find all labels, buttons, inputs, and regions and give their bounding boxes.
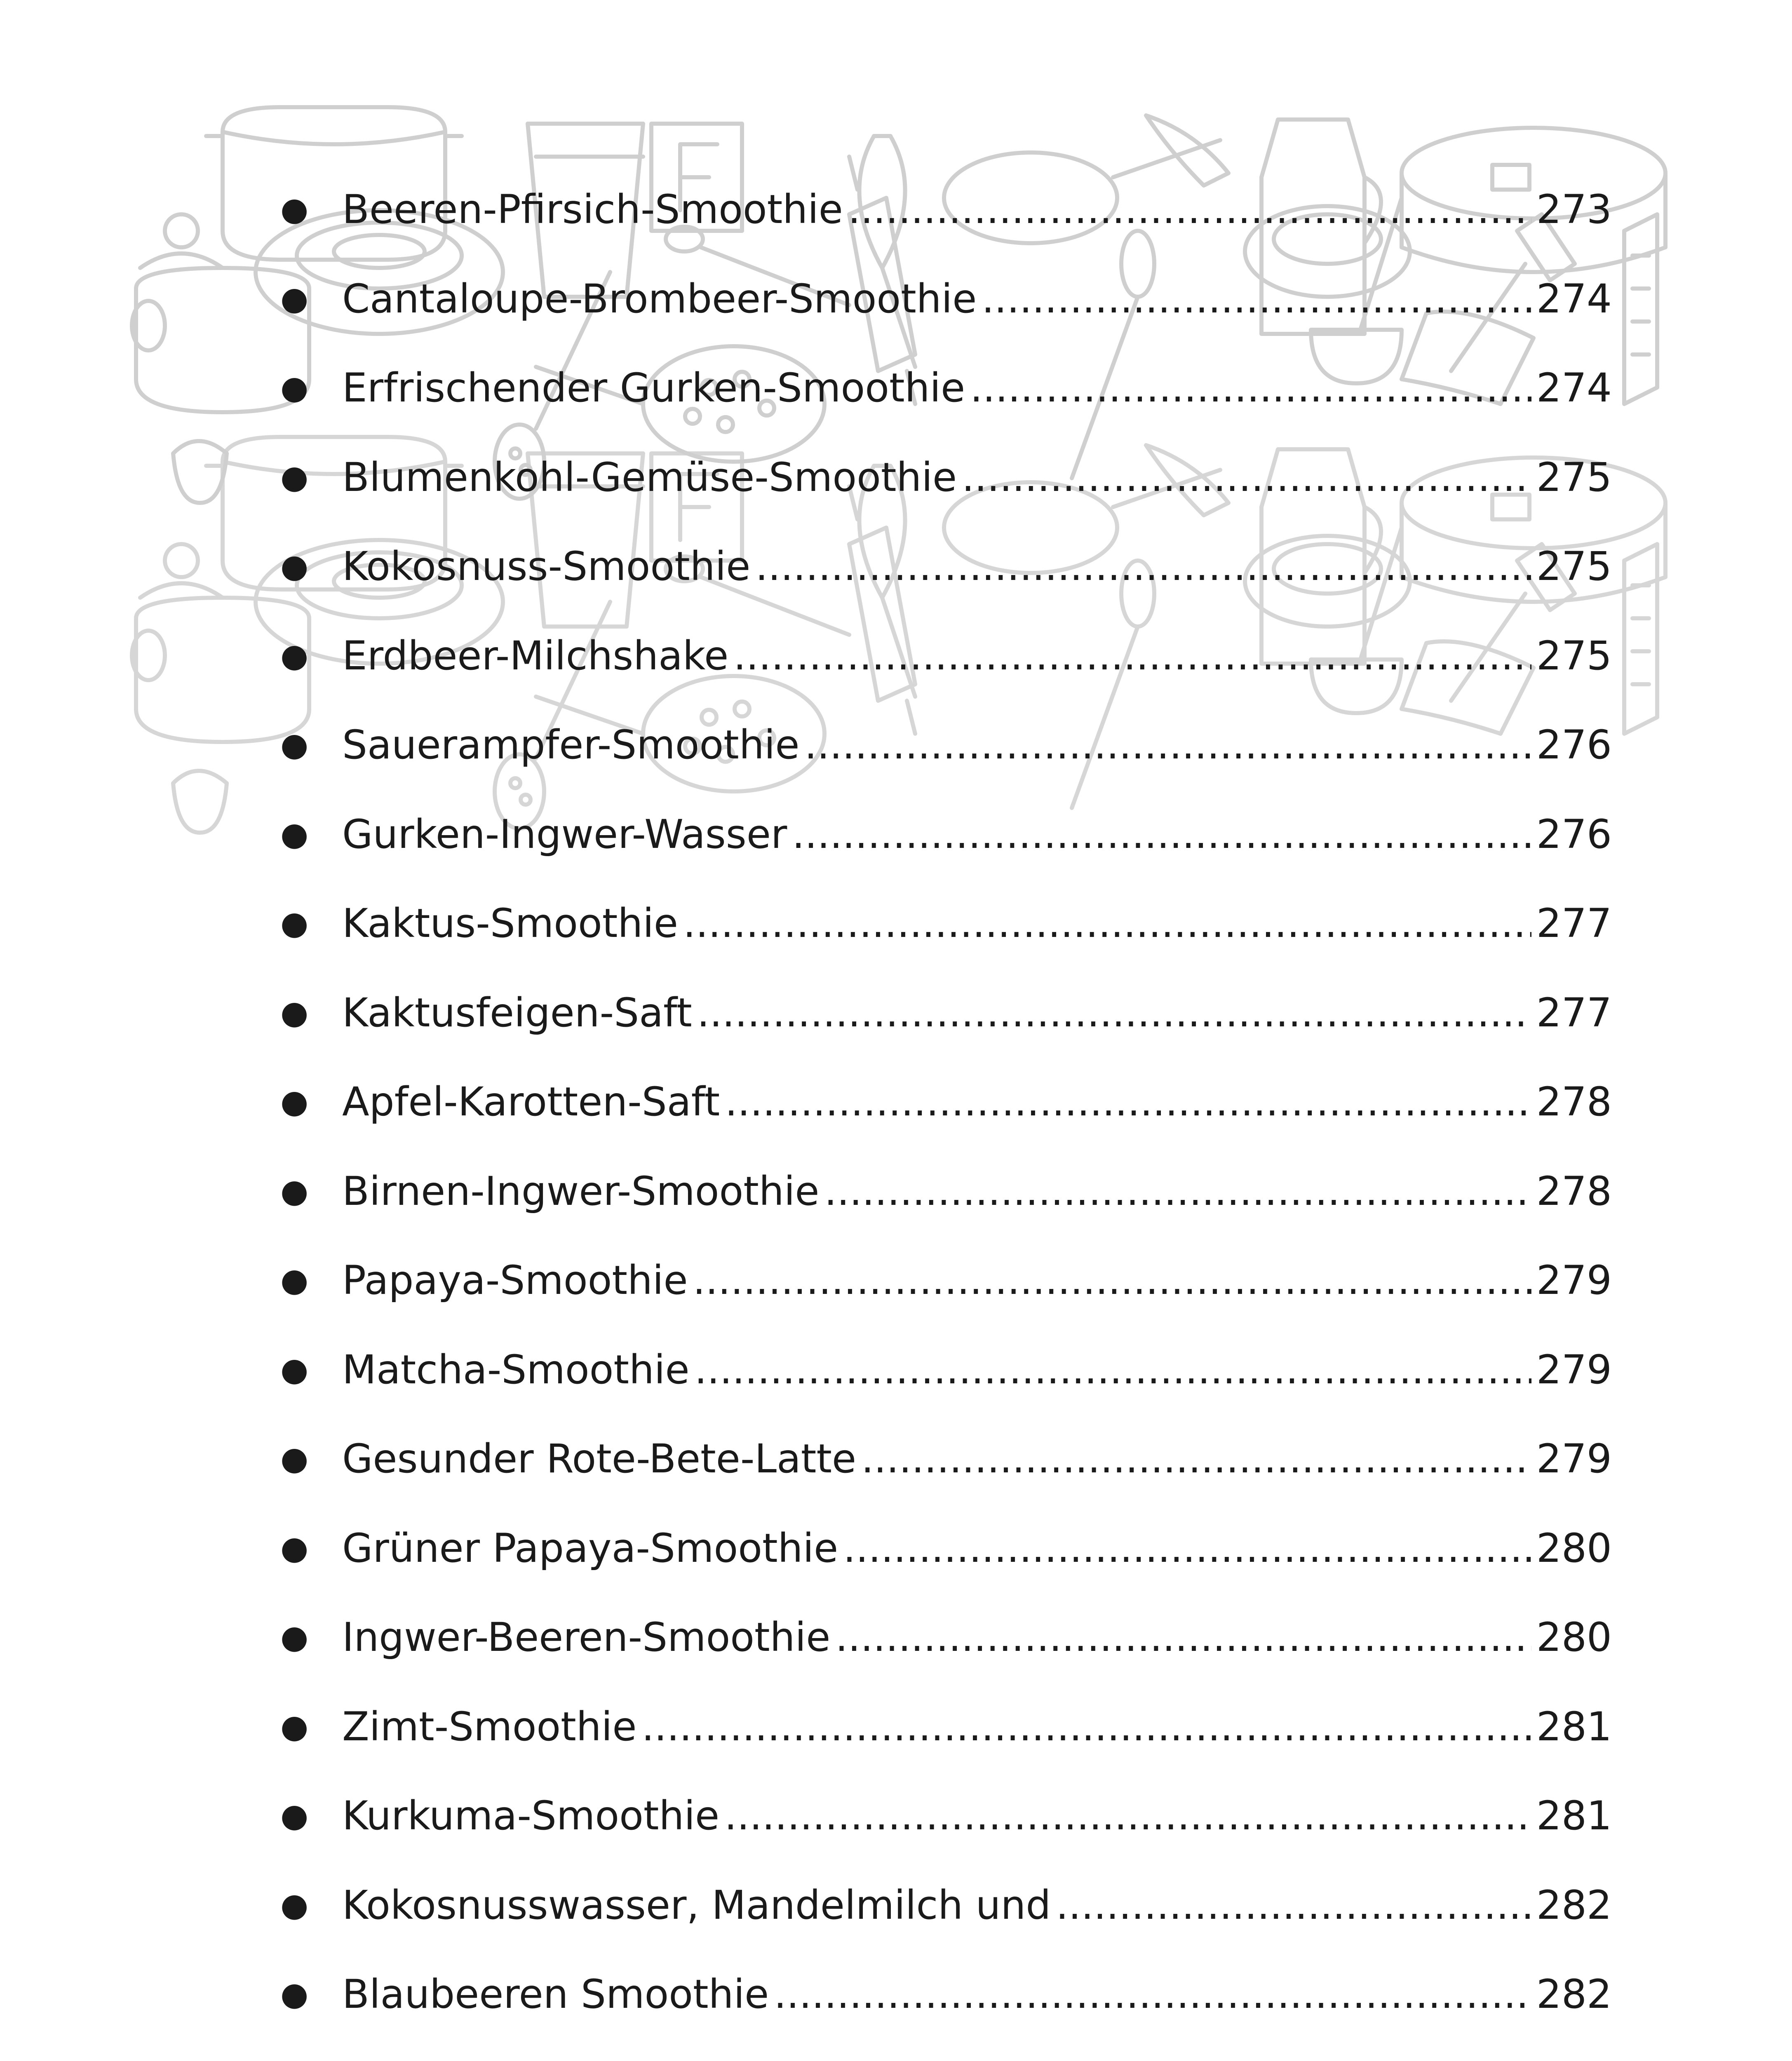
dot-leader	[693, 1261, 1531, 1300]
dot-leader	[970, 368, 1531, 408]
toc-entry[interactable]	[280, 343, 1612, 433]
toc-entry-page: 282	[1536, 1971, 1612, 2018]
toc-entry-page: 277	[1536, 900, 1612, 947]
toc-section-entry[interactable]	[280, 2039, 1612, 2061]
dot-leader	[695, 1350, 1531, 1390]
toc-entry[interactable]	[280, 1593, 1612, 1682]
toc-entry-page: 275	[1536, 632, 1612, 679]
toc-entry-page: 280	[1536, 1525, 1612, 1571]
toc-entry-title: Birnen-Ingwer-Smoothie	[342, 1168, 820, 1214]
dot-leader	[1056, 1885, 1531, 1925]
toc-entry-title: Kokosnusswasser, Mandelmilch und	[342, 1882, 1051, 1928]
toc-entry-title: Kaktus-Smoothie	[342, 900, 678, 947]
toc-entry[interactable]	[280, 1950, 1612, 2039]
toc-entry[interactable]	[280, 700, 1612, 790]
dot-leader	[697, 993, 1531, 1033]
toc-entry-title: Kaktusfeigen-Saft	[342, 989, 692, 1036]
toc-entry-page: 280	[1536, 1614, 1612, 1661]
bullet-icon: ●	[280, 280, 309, 317]
toc-entry-title: Gurken-Ingwer-Wasser	[342, 811, 787, 857]
table-of-contents	[280, 165, 1612, 2061]
dot-leader	[835, 1617, 1531, 1657]
bullet-icon: ●	[280, 1797, 309, 1835]
toc-entry[interactable]	[280, 1504, 1612, 1593]
dot-leader	[962, 458, 1531, 497]
toc-entry-page: 279	[1536, 1346, 1612, 1393]
bullet-icon: ●	[280, 369, 309, 407]
toc-entry-title: Blumenkohl-Gemüse-Smoothie	[342, 454, 957, 500]
toc-entry-page: 274	[1536, 275, 1612, 322]
toc-entry-page: 279	[1536, 1257, 1612, 1304]
toc-entry-page: 276	[1536, 811, 1612, 857]
dot-leader	[848, 190, 1531, 229]
dot-leader	[792, 815, 1531, 854]
toc-entry[interactable]	[280, 1771, 1612, 1861]
toc-entry[interactable]	[280, 1682, 1612, 1772]
toc-entry-title: Kokosnuss-Smoothie	[342, 543, 751, 590]
toc-entry-title: Grüner Papaya-Smoothie	[342, 1525, 838, 1571]
bullet-icon: ●	[280, 726, 309, 764]
bullet-icon: ●	[280, 1976, 309, 2013]
dot-leader	[733, 636, 1531, 676]
toc-entry[interactable]	[280, 1057, 1612, 1147]
toc-entry[interactable]	[280, 165, 1612, 254]
toc-entry-page: 282	[1536, 1882, 1612, 1928]
toc-entry[interactable]	[280, 522, 1612, 611]
toc-entry[interactable]	[280, 968, 1612, 1058]
bullet-icon: ●	[280, 1172, 309, 1210]
bullet-icon: ●	[280, 994, 309, 1031]
toc-entry-title: Gesunder Rote-Bete-Latte	[342, 1436, 857, 1482]
toc-entry-title: Erdbeer-Milchshake	[342, 632, 729, 679]
bullet-icon: ●	[280, 1886, 309, 1924]
bullet-icon: ●	[280, 458, 309, 496]
toc-entry-page: 277	[1536, 989, 1612, 1036]
dot-leader	[641, 1707, 1531, 1746]
dot-leader	[861, 1439, 1531, 1479]
toc-entry-title: Erfrischender Gurken-Smoothie	[342, 365, 965, 411]
dot-leader	[725, 1082, 1531, 1122]
toc-entry-title: Ingwer-Beeren-Smoothie	[342, 1614, 831, 1661]
dot-leader	[774, 1974, 1531, 2014]
bullet-icon: ●	[280, 815, 309, 853]
toc-entry[interactable]	[280, 433, 1612, 522]
toc-entry-page: 278	[1536, 1168, 1612, 1214]
toc-entry-page: 281	[1536, 1793, 1612, 1839]
toc-entry-title: Sauerampfer-Smoothie	[342, 722, 800, 768]
toc-entry-page: 275	[1536, 454, 1612, 500]
bullet-icon: ●	[280, 1440, 309, 1478]
dot-leader	[982, 279, 1531, 319]
bullet-icon: ●	[280, 905, 309, 942]
dot-leader	[724, 1796, 1531, 1836]
toc-entry-page: 279	[1536, 1436, 1612, 1482]
toc-entry[interactable]	[280, 1236, 1612, 1325]
toc-entry-page: 276	[1536, 722, 1612, 768]
toc-entry[interactable]	[280, 879, 1612, 968]
toc-entry-title: Apfel-Karotten-Saft	[342, 1079, 720, 1125]
toc-entry-page: 273	[1536, 186, 1612, 233]
dot-leader	[755, 547, 1531, 586]
dot-leader	[804, 725, 1531, 765]
toc-entry-title: Blaubeeren Smoothie	[342, 1971, 769, 2018]
toc-entry[interactable]	[280, 790, 1612, 879]
bullet-icon: ●	[280, 548, 309, 585]
bullet-icon: ●	[280, 1262, 309, 1299]
toc-entry[interactable]	[280, 1861, 1612, 1950]
toc-entry-title: Cantaloupe-Brombeer-Smoothie	[342, 275, 977, 322]
bullet-icon: ●	[280, 637, 309, 674]
toc-entry[interactable]	[280, 611, 1612, 701]
dot-leader	[843, 1528, 1531, 1568]
toc-entry-page: 281	[1536, 1703, 1612, 1750]
dot-leader	[683, 904, 1531, 943]
toc-entry-title: Matcha-Smoothie	[342, 1346, 690, 1393]
toc-entry[interactable]	[280, 254, 1612, 344]
toc-entry-title: Papaya-Smoothie	[342, 1257, 688, 1304]
toc-entry-page: 275	[1536, 543, 1612, 590]
toc-entry-title: Kurkuma-Smoothie	[342, 1793, 720, 1839]
toc-entry-page: 274	[1536, 365, 1612, 411]
toc-entry[interactable]	[280, 1414, 1612, 1504]
bullet-icon: ●	[280, 1083, 309, 1121]
toc-entry-title: Beeren-Pfirsich-Smoothie	[342, 186, 843, 233]
bullet-icon: ●	[280, 1708, 309, 1745]
bullet-icon: ●	[280, 1529, 309, 1567]
toc-entry[interactable]	[280, 1325, 1612, 1415]
toc-entry-page: 278	[1536, 1079, 1612, 1125]
dot-leader	[824, 1171, 1531, 1211]
bullet-icon: ●	[280, 1351, 309, 1388]
toc-entry[interactable]	[280, 1147, 1612, 1236]
bullet-icon: ●	[280, 191, 309, 228]
toc-entry-title: Zimt-Smoothie	[342, 1703, 637, 1750]
bullet-icon: ●	[280, 1619, 309, 1656]
